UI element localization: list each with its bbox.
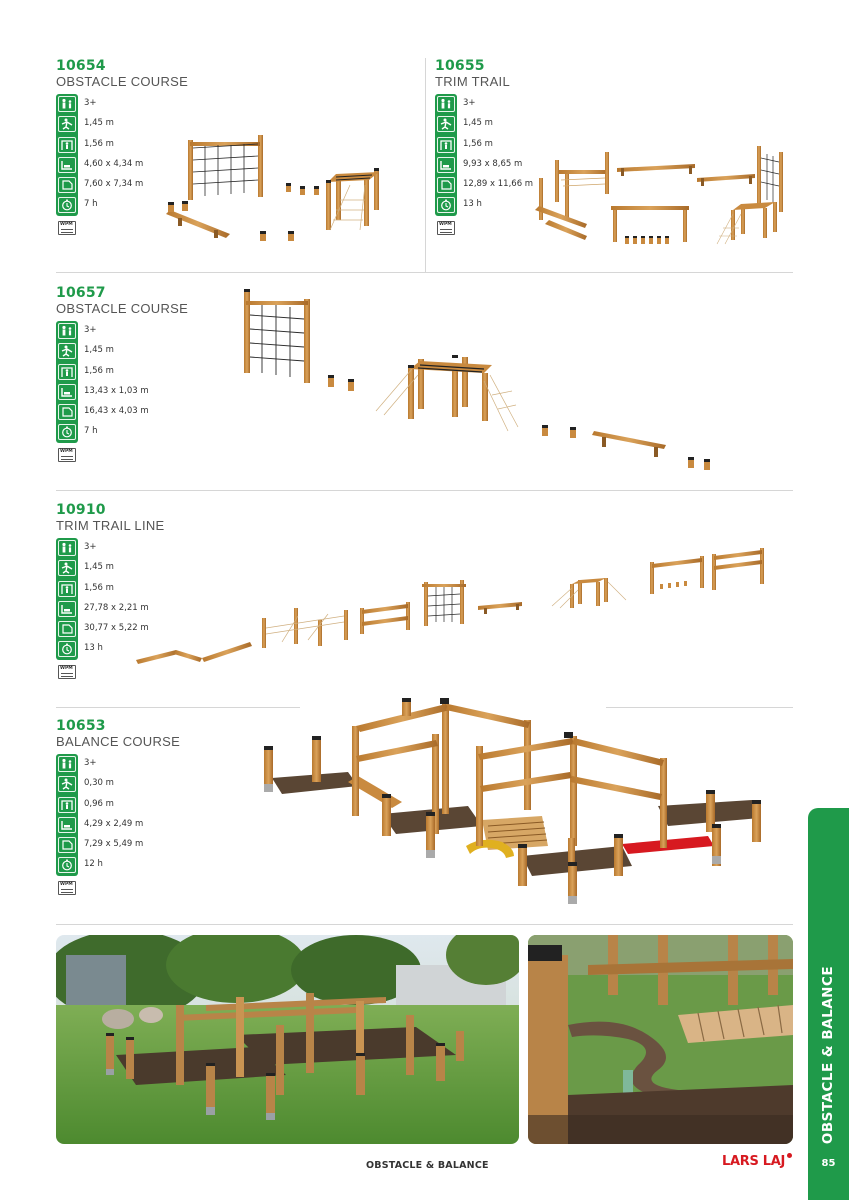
product-10655 — [435, 58, 795, 258]
safety-area-icon — [58, 621, 76, 637]
safety-area-icon — [437, 177, 455, 193]
spec-fall-height: 1,45 m — [463, 118, 493, 129]
section-divider — [56, 272, 793, 273]
fall-height-icon — [58, 116, 76, 132]
product-10910 — [56, 502, 796, 702]
age-icon — [58, 756, 76, 772]
max-height-icon — [58, 137, 76, 153]
wpm-icon: WPM — [58, 221, 76, 235]
spec-fall-height: 0,30 m — [84, 778, 114, 789]
spec-age: 3+ — [84, 98, 97, 108]
spec-age: 3+ — [84, 542, 97, 552]
wpm-icon: WPM — [58, 665, 76, 679]
spec-dimensions: 13,43 x 1,03 m — [84, 385, 149, 396]
spec-safety-area: 7,29 x 5,49 m — [84, 839, 144, 850]
page-number: 85 — [821, 1158, 836, 1169]
safety-area-icon — [58, 837, 76, 853]
dimensions-icon — [58, 817, 76, 833]
age-icon — [58, 540, 76, 556]
product-illustration — [252, 696, 772, 911]
wpm-icon: WPM — [58, 448, 76, 462]
product-10657 — [56, 285, 796, 485]
spec-max-height: 0,96 m — [84, 798, 114, 809]
max-height-icon — [437, 137, 455, 153]
spec-dimensions: 27,78 x 2,21 m — [84, 602, 149, 613]
spec-safety-area: 12,89 x 11,66 m — [463, 179, 534, 190]
product-illustration — [132, 542, 792, 672]
max-height-icon — [58, 797, 76, 813]
spec-age: 3+ — [84, 325, 97, 335]
max-height-icon — [58, 364, 76, 380]
max-height-icon — [58, 581, 76, 597]
section-divider — [56, 924, 793, 925]
product-code: 10654 — [56, 58, 106, 74]
product-name: BALANCE COURSE — [56, 734, 181, 749]
spec-age: 3+ — [463, 98, 476, 108]
dimensions-icon — [58, 601, 76, 617]
spec-installation-time: 13 h — [84, 643, 103, 654]
spec-fall-height: 1,45 m — [84, 118, 114, 129]
safety-area-icon — [58, 177, 76, 193]
fall-height-icon — [58, 776, 76, 792]
footer-section-title: OBSTACLE & BALANCE — [366, 1160, 489, 1171]
brand-logo: LARS LAJ — [722, 1154, 786, 1169]
installation-photo-closeup — [528, 935, 793, 1144]
spec-max-height: 1,56 m — [84, 138, 114, 149]
dimensions-icon — [437, 157, 455, 173]
product-name: TRIM TRAIL — [435, 74, 510, 89]
spec-fall-height: 1,45 m — [84, 562, 114, 573]
fall-height-icon — [437, 116, 455, 132]
wpm-icon: WPM — [58, 881, 76, 895]
spec-safety-area: 16,43 x 4,03 m — [84, 406, 149, 417]
age-icon — [58, 96, 76, 112]
product-code: 10657 — [56, 285, 106, 301]
installation-time-icon — [58, 641, 76, 657]
age-icon — [58, 323, 76, 339]
spec-fall-height: 1,45 m — [84, 345, 114, 356]
product-code: 10910 — [56, 502, 106, 518]
installation-photo-park — [56, 935, 519, 1144]
product-name: TRIM TRAIL LINE — [56, 518, 165, 533]
product-illustration — [535, 140, 797, 250]
installation-time-icon — [58, 197, 76, 213]
section-divider — [56, 490, 793, 491]
fall-height-icon — [58, 560, 76, 576]
spec-installation-time: 13 h — [463, 199, 482, 210]
section-tab-label: OBSTACLE & BALANCE — [820, 965, 837, 1145]
wpm-icon: WPM — [437, 221, 455, 235]
product-name: OBSTACLE COURSE — [56, 74, 189, 89]
product-code: 10653 — [56, 718, 106, 734]
product-code: 10655 — [435, 58, 485, 74]
spec-installation-time: 7 h — [84, 426, 98, 437]
spec-safety-area: 30,77 x 5,22 m — [84, 623, 149, 634]
fall-height-icon — [58, 343, 76, 359]
dimensions-icon — [58, 157, 76, 173]
dimensions-icon — [58, 384, 76, 400]
spec-max-height: 1,56 m — [84, 365, 114, 376]
product-10653 — [56, 718, 796, 918]
installation-time-icon — [437, 197, 455, 213]
brand-logo-dot — [787, 1153, 792, 1158]
safety-area-icon — [58, 404, 76, 420]
age-icon — [437, 96, 455, 112]
product-illustration — [160, 130, 410, 250]
spec-dimensions: 4,29 x 2,49 m — [84, 818, 144, 829]
spec-safety-area: 7,60 x 7,34 m — [84, 179, 144, 190]
installation-time-icon — [58, 424, 76, 440]
spec-max-height: 1,56 m — [463, 138, 493, 149]
spec-installation-time: 7 h — [84, 199, 98, 210]
spec-age: 3+ — [84, 758, 97, 768]
spec-installation-time: 12 h — [84, 859, 103, 870]
column-divider — [425, 58, 426, 272]
spec-max-height: 1,56 m — [84, 582, 114, 593]
spec-dimensions: 9,93 x 8,65 m — [463, 158, 523, 169]
product-illustration — [236, 285, 716, 480]
product-10654 — [56, 58, 416, 258]
installation-time-icon — [58, 857, 76, 873]
product-name: OBSTACLE COURSE — [56, 301, 189, 316]
spec-dimensions: 4,60 x 4,34 m — [84, 158, 144, 169]
